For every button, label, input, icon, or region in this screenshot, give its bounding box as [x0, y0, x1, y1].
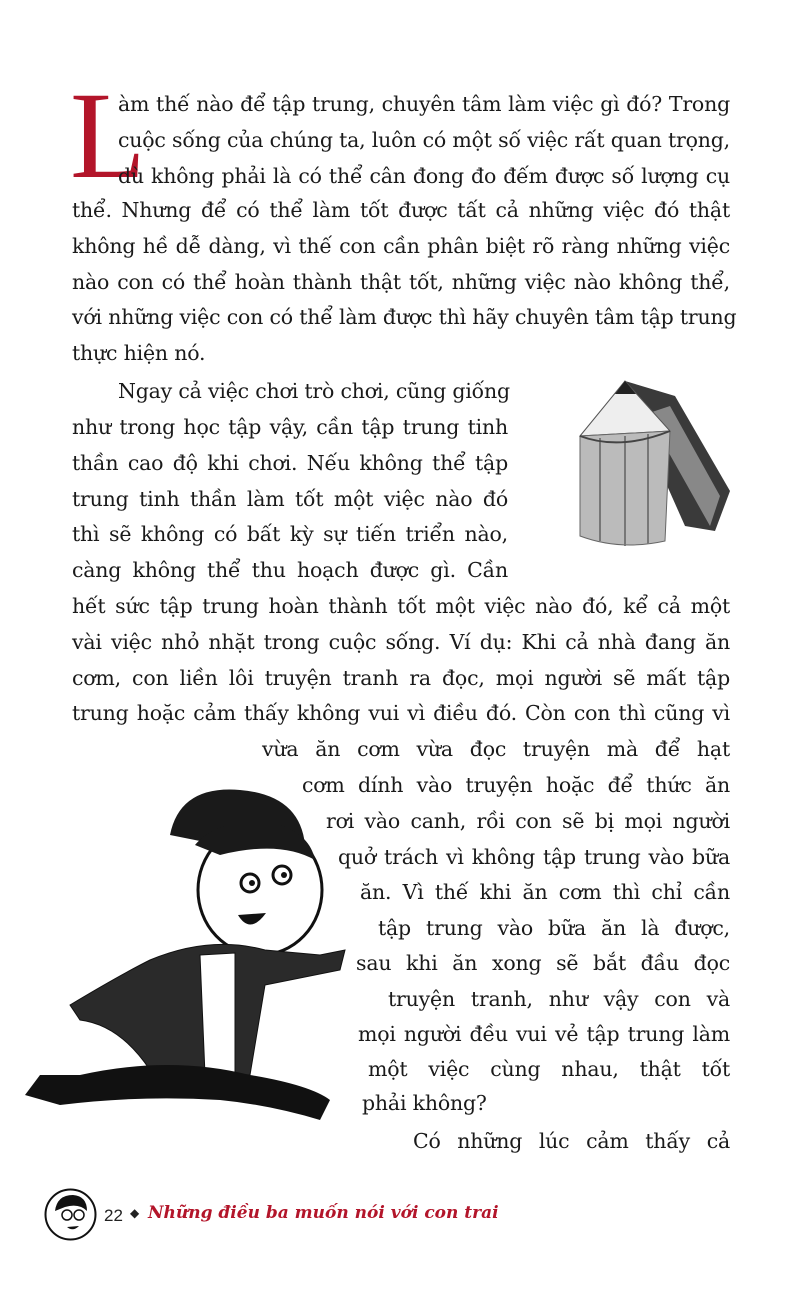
text-line: sau khi ăn xong sẽ bắt đầu đọc	[356, 951, 730, 975]
text-line: thì sẽ không có bất kỳ sự tiến triển nào,	[72, 522, 508, 546]
text-line: hết sức tập trung hoàn thành tốt một việc nào đó, kể cả một	[72, 594, 730, 618]
page-number: 22	[104, 1206, 123, 1225]
text-line: cuộc sống của chúng ta, luôn có một số việc rất quan trọng,	[118, 128, 730, 152]
text-line: nào con có thể hoàn thành thật tốt, những việc nào không thể,	[72, 270, 730, 294]
pencil-illustration	[570, 376, 740, 556]
text-line: mọi người đều vui vẻ tập trung làm	[358, 1022, 730, 1046]
text-line: vài việc nhỏ nhặt trong cuộc sống. Ví dụ: Khi cả nhà đang ăn	[72, 630, 730, 654]
text-line: trung tinh thần làm tốt một việc nào đó	[72, 487, 508, 511]
text-line: như trong học tập vậy, cần tập trung tinh	[72, 415, 508, 439]
author-avatar-icon	[43, 1187, 98, 1242]
text-line: Có những lúc cảm thấy cả	[413, 1129, 730, 1153]
text-line: trung hoặc cảm thấy không vui vì điều đó. Còn con thì cũng vì	[72, 701, 730, 725]
text-line: tập trung vào bữa ăn là được,	[378, 916, 730, 940]
text-line: àm thế nào để tập trung, chuyên tâm làm việc gì đó? Trong	[118, 92, 730, 116]
text-line: thực hiện nó.	[72, 341, 206, 365]
text-line: thể. Nhưng để có thể làm tốt được tất cả những việc đó thật	[72, 198, 730, 222]
text-line: cơm, con liền lôi truyện tranh ra đọc, mọi người sẽ mất tập	[72, 666, 730, 690]
text-line: truyện tranh, như vậy con và	[388, 987, 730, 1011]
text-line: càng không thể thu hoạch được gì. Cần	[72, 558, 508, 582]
book-title: Những điều ba muốn nói với con trai	[148, 1203, 499, 1223]
drop-cap: L	[70, 67, 146, 204]
running-boy-illustration	[20, 775, 365, 1135]
text-line: Ngay cả việc chơi trò chơi, cũng giống	[118, 379, 510, 403]
text-line: với những việc con có thể làm được thì hãy chuyên tâm tập trung	[72, 305, 737, 329]
text-line: vừa ăn cơm vừa đọc truyện mà để hạt	[262, 737, 730, 761]
diamond-separator-icon: ◆	[130, 1206, 140, 1220]
text-line: quở trách vì không tập trung vào bữa	[338, 845, 730, 869]
text-line: cơm dính vào truyện hoặc để thức ăn	[302, 773, 730, 797]
text-line: phải không?	[362, 1091, 487, 1115]
text-line: dù không phải là có thể cân đong đo đếm được số lượng cụ	[118, 164, 730, 188]
text-line: không hề dễ dàng, vì thế con cần phân biệt rõ ràng những việc	[72, 234, 730, 258]
text-line: ăn. Vì thế khi ăn cơm thì chỉ cần	[360, 880, 730, 904]
text-line: một việc cùng nhau, thật tốt	[368, 1057, 730, 1081]
text-line: thần cao độ khi chơi. Nếu không thể tập	[72, 451, 508, 475]
text-line: rơi vào canh, rồi con sẽ bị mọi người	[326, 809, 730, 833]
